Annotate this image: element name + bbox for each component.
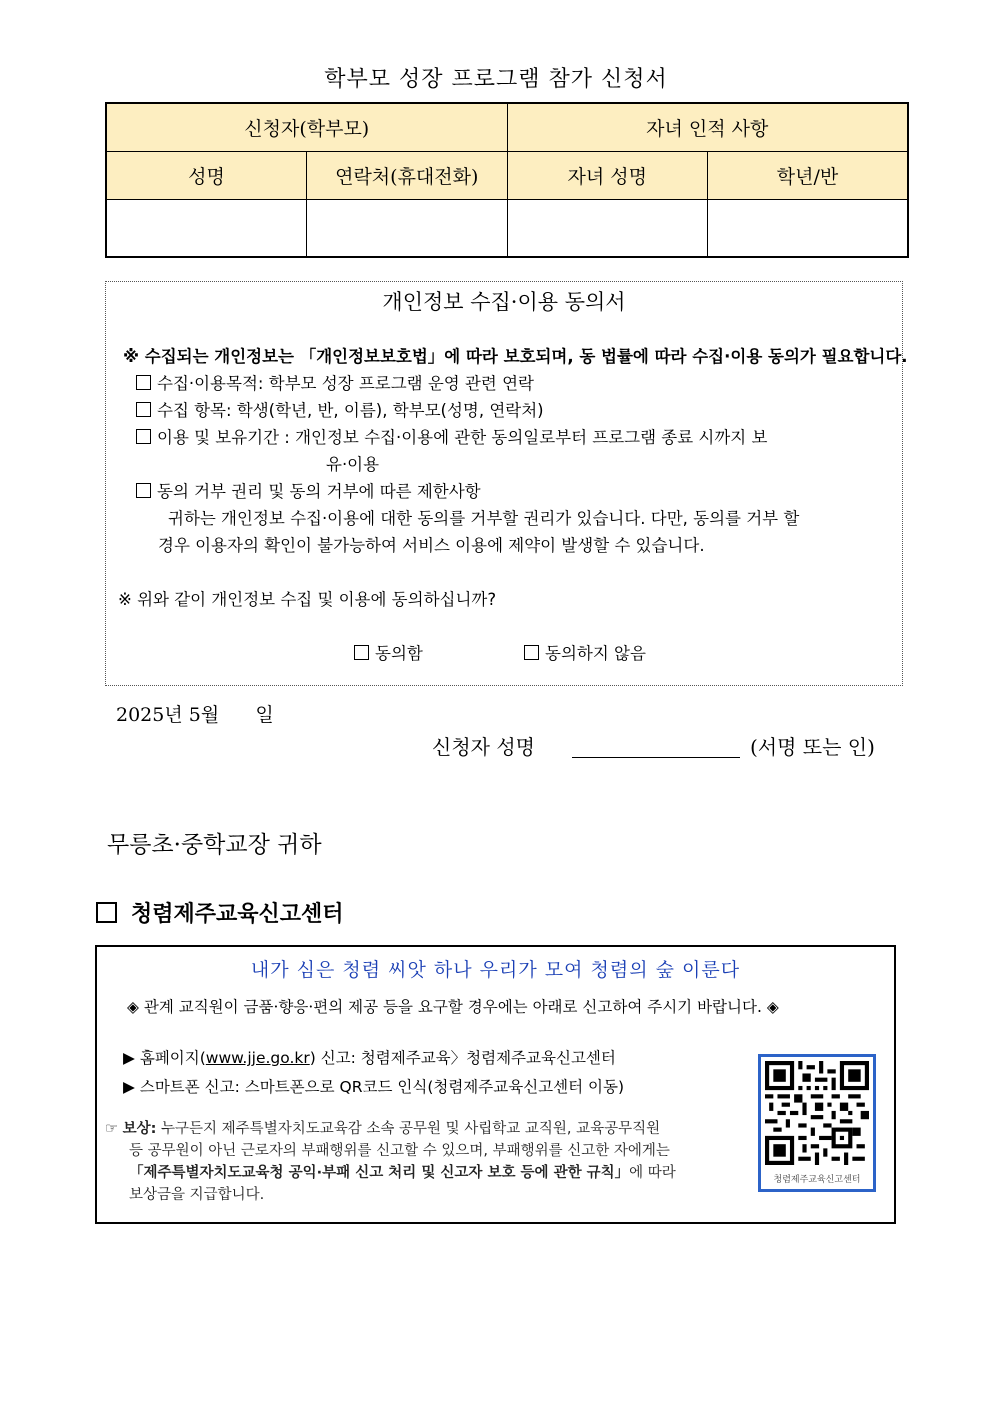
consent-item-period: 이용 및 보유기간 : 개인정보 수집·이용에 관한 동의일로부터 프로그램 종료 시까지 보: [136, 424, 767, 448]
disagree-checkbox[interactable]: [524, 645, 539, 660]
notice: ◈ 관계 교직원이 금품·향응·편의 제공 등을 요구할 경우에는 아래로 신고하여 주시기 바랍니다. ◈: [127, 998, 779, 1016]
date-line: 2025년 5월 일: [116, 704, 274, 726]
name-field[interactable]: [106, 200, 307, 258]
reward-line-3: 「제주특별자치도교육청 공익·부패 신고 처리 및 신고자 보호 등에 관한 규칙」에 따라: [129, 1165, 676, 1181]
signature-label: 신청자 성명: [432, 735, 535, 759]
consent-box: [105, 281, 908, 686]
smartphone-line: ▶ 스마트폰 신고: 스마트폰으로 QR코드 인식(청렴제주교육신고센터 이동): [123, 1078, 625, 1096]
consent-item-period-cont: 유·이용: [326, 455, 380, 474]
homepage-line: ▶ 홈페이지(www.jje.go.kr) 신고: 청렴제주교육〉청렴제주교육신고센터: [123, 1049, 616, 1067]
application-table: [105, 102, 909, 258]
consent-intro: ※ 수집되는 개인정보는 「개인정보보호법」에 따라 보호되며, 동 법률에 따라 수집·이용 동의가 필요합니다.: [123, 347, 908, 366]
reward-line-4: 보상금을 지급합니다.: [129, 1187, 265, 1203]
qr-code[interactable]: [758, 1054, 876, 1192]
consent-title: 개인정보 수집·이용 동의서: [382, 290, 626, 314]
square-icon: [96, 902, 117, 923]
reward-line-1: ☞ 보상: 누구든지 제주특별자치도교육감 소속 공무원 및 사립학교 교직원, 교육공무직원: [105, 1121, 661, 1137]
checkbox-icon: [136, 375, 151, 390]
contact-field[interactable]: [307, 200, 508, 258]
agree-option[interactable]: 동의함: [354, 640, 423, 664]
reward-line-2: 등 공무원이 아닌 근로자의 부패행위를 신고할 수 있으며, 부패행위를 신고한 자에게는: [129, 1143, 670, 1159]
child-name-field[interactable]: [507, 200, 708, 258]
header-applicant: 신청자(학부모): [106, 103, 507, 152]
col-grade-class: 학년/반: [708, 152, 909, 200]
col-name: 성명: [106, 152, 307, 200]
signature-suffix: (서명 또는 인): [750, 735, 875, 759]
page-title: 학부모 성장 프로그램 참가 신청서: [324, 67, 668, 92]
header-child-info: 자녀 인적 사항: [507, 103, 908, 152]
qr-code-icon: [765, 1061, 869, 1165]
checkbox-icon: [136, 429, 151, 444]
col-contact: 연락처(휴대전화): [307, 152, 508, 200]
pointing-hand-icon: ☞: [105, 1121, 118, 1137]
consent-item-refusal: 동의 거부 권리 및 동의 거부에 따른 제한사항: [136, 478, 481, 502]
homepage-link[interactable]: www.jje.go.kr: [205, 1049, 310, 1067]
col-child-name: 자녀 성명: [507, 152, 708, 200]
report-center-box: [95, 945, 896, 1224]
slogan: 내가 심은 청렴 씨앗 하나 우리가 모여 청렴의 숲 이룬다: [250, 959, 741, 981]
consent-item-fields: 수집 항목: 학생(학년, 반, 이름), 학부모(성명, 연락처): [136, 397, 544, 421]
report-center-heading: 청렴제주교육신고센터: [96, 897, 344, 928]
refusal-text-1: 귀하는 개인정보 수집·이용에 대한 동의를 거부할 권리가 있습니다. 다만, 동의를 거부 할: [168, 509, 800, 528]
checkbox-icon: [136, 402, 151, 417]
recipient: 무릉초·중학교장 귀하: [107, 832, 322, 858]
signature-line[interactable]: [572, 757, 740, 758]
qr-label: 청렴제주교육신고센터: [773, 1175, 861, 1185]
checkbox-icon: [136, 483, 151, 498]
agree-checkbox[interactable]: [354, 645, 369, 660]
consent-question: ※ 위와 같이 개인정보 수집 및 이용에 동의하십니까?: [118, 590, 497, 609]
refusal-text-2: 경우 이용자의 확인이 불가능하여 서비스 이용에 제약이 발생할 수 있습니다.: [158, 536, 705, 555]
grade-class-field[interactable]: [708, 200, 909, 258]
consent-item-purpose: 수집·이용목적: 학부모 성장 프로그램 운영 관련 연락: [136, 370, 534, 394]
disagree-option[interactable]: 동의하지 않음: [524, 640, 646, 664]
